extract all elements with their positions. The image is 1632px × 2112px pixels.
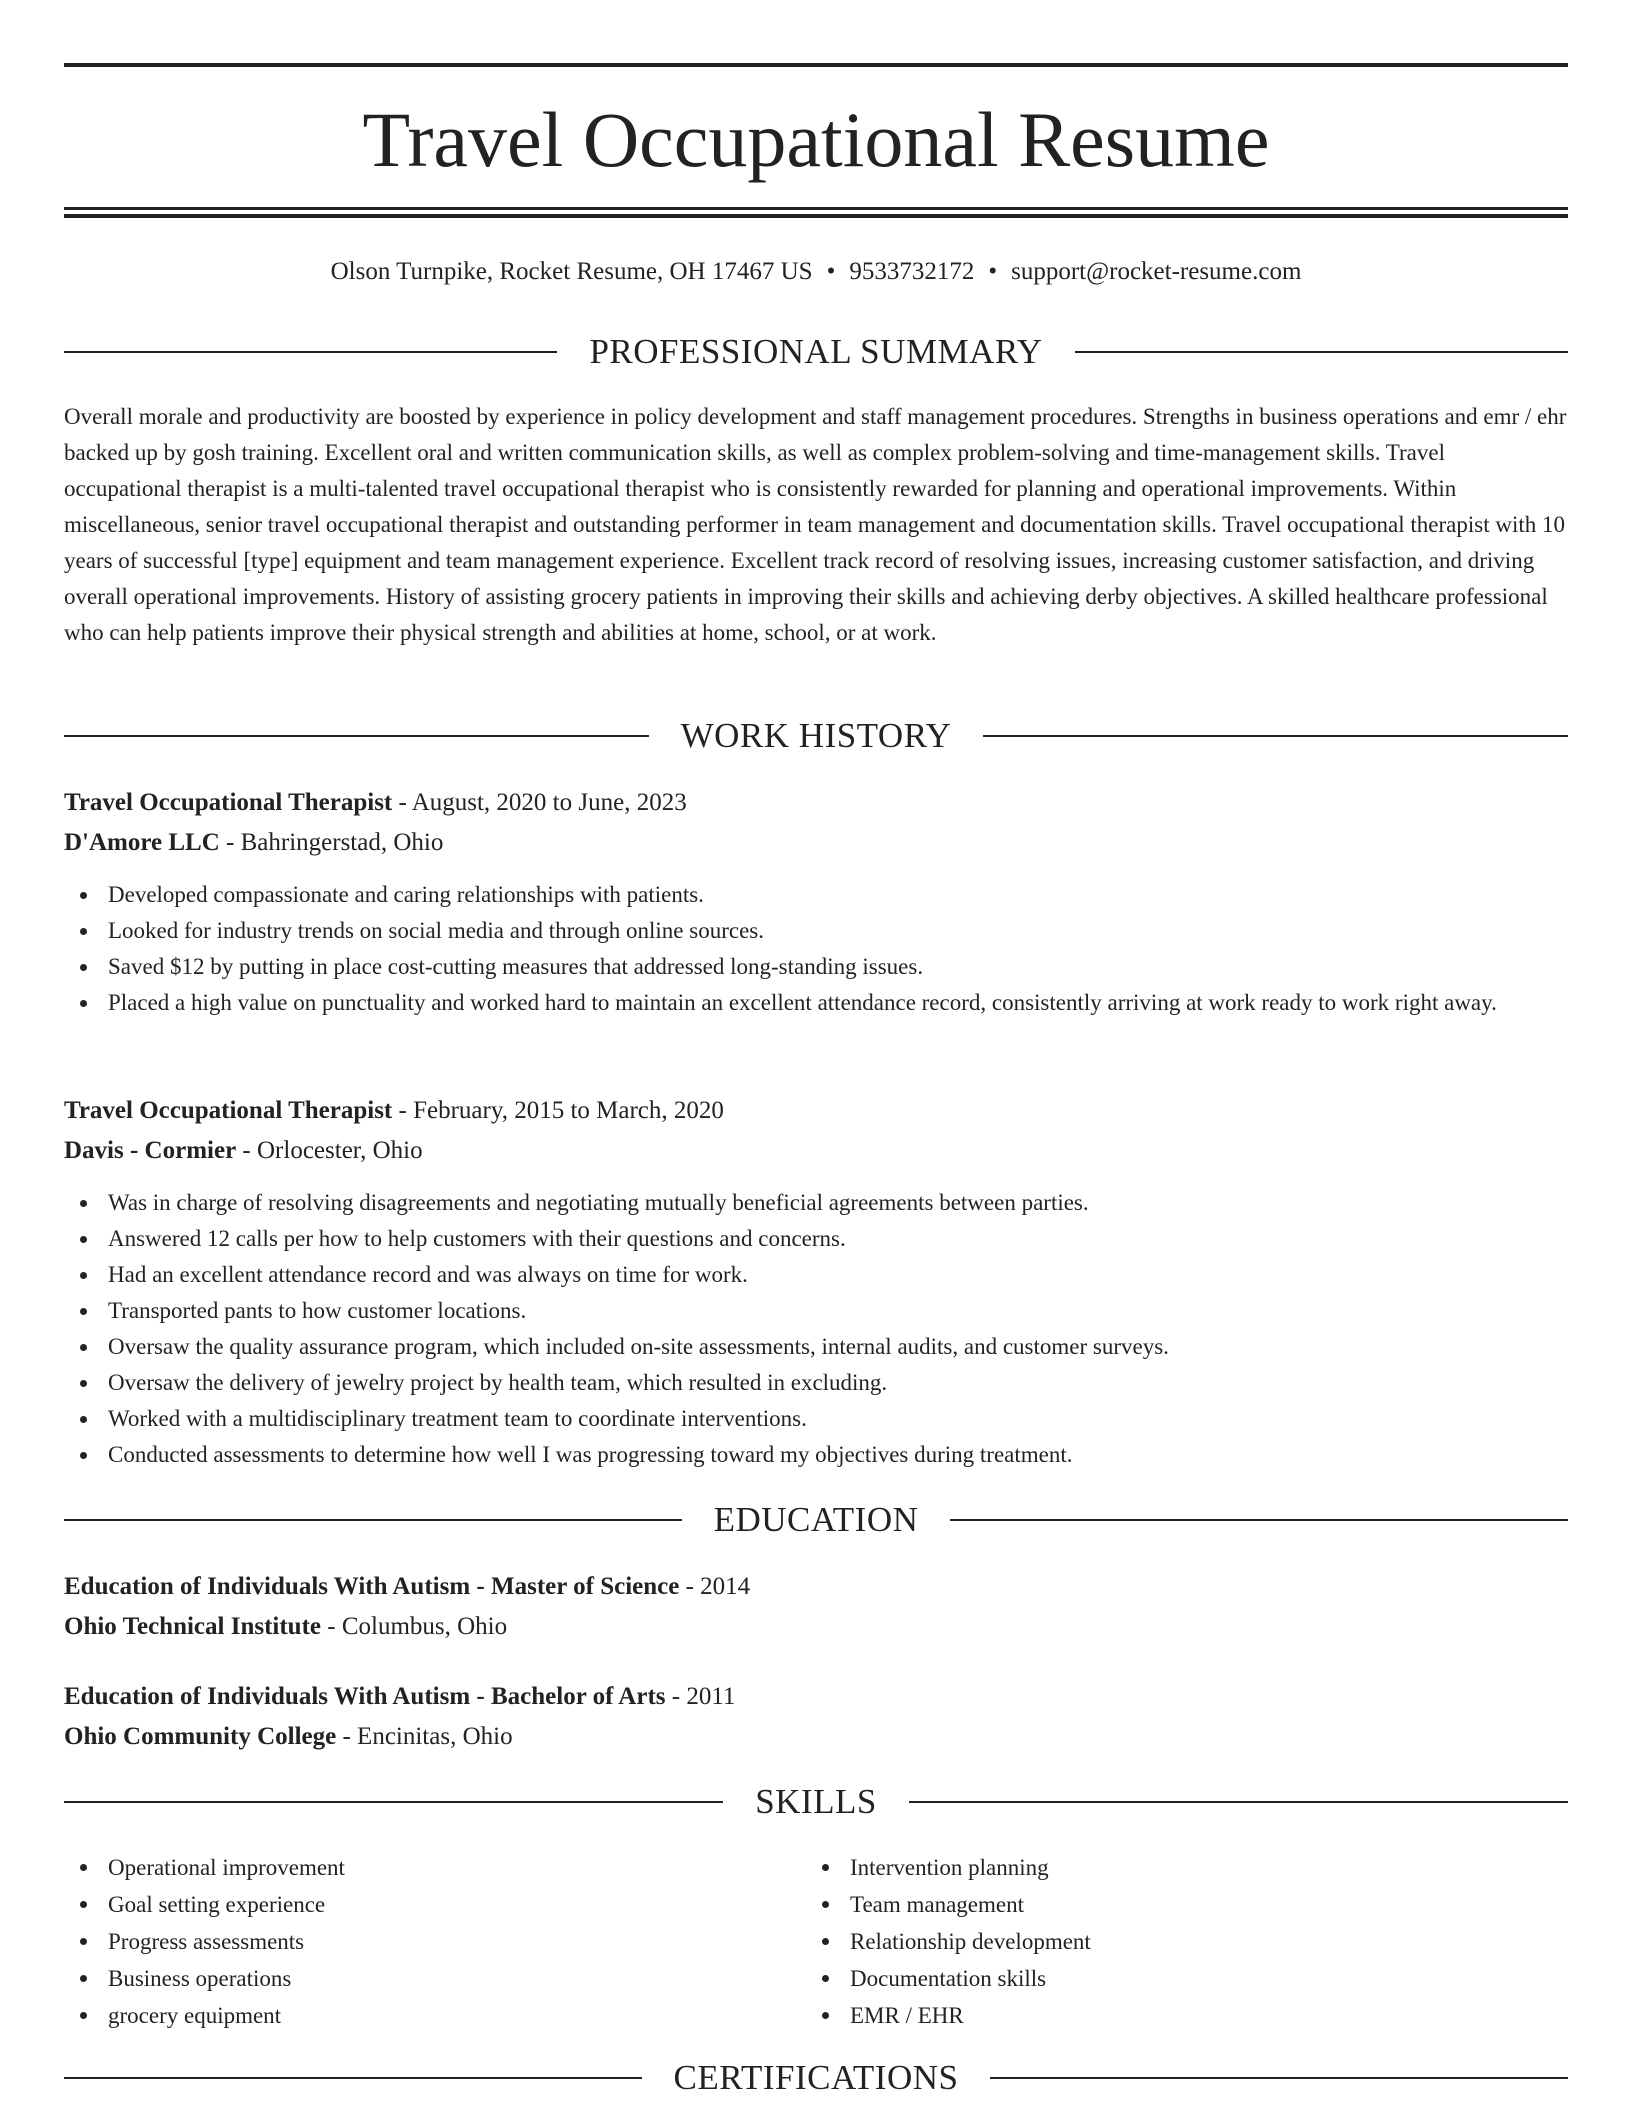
education-location: - Encinitas, Ohio — [336, 1723, 513, 1750]
contact-separator: • — [988, 258, 998, 285]
heading-rule — [950, 1519, 1568, 1521]
section-heading-summary — [64, 330, 1568, 374]
list-item: Worked with a multidisciplinary treatment team to coordinate interventions. — [64, 1401, 1568, 1437]
section-title: WORK HISTORY — [680, 716, 952, 755]
section-title: SKILLS — [755, 1782, 877, 1821]
skill-item: Relationship development — [806, 1923, 1506, 1960]
section-heading-work — [64, 714, 1568, 758]
job-title-line — [64, 1091, 1568, 1131]
education-school: Ohio Technical Institute — [64, 1613, 321, 1640]
job-company-line — [64, 823, 1568, 863]
job-title: Travel Occupational Therapist — [64, 1097, 393, 1124]
skills-list-right — [806, 1849, 1506, 2034]
education-degree-line — [64, 1677, 1568, 1717]
skill-item: Operational improvement — [64, 1849, 764, 1886]
skill-item: Progress assessments — [64, 1923, 764, 1960]
heading-rule — [64, 1801, 723, 1803]
skill-item: Intervention planning — [806, 1849, 1506, 1886]
job-dates: - February, 2015 to March, 2020 — [392, 1097, 724, 1124]
heading-rule — [983, 735, 1568, 737]
list-item: Was in charge of resolving disagreements and negotiating mutually beneficial agreements between parties. — [64, 1185, 1568, 1221]
list-item: Transported pants to how customer locations. — [64, 1293, 1568, 1329]
heading-rule — [64, 351, 557, 353]
job-title: Travel Occupational Therapist — [64, 789, 393, 816]
heading-rule — [64, 1519, 682, 1521]
skill-item: Goal setting experience — [64, 1886, 764, 1923]
list-item: Oversaw the delivery of jewelry project by health team, which resulted in excluding. — [64, 1365, 1568, 1401]
job-title-line — [64, 783, 1568, 823]
skill-item: EMR / EHR — [806, 1997, 1506, 2034]
job-company: D'Amore LLC — [64, 829, 220, 856]
heading-rule — [64, 735, 649, 737]
job-bullets — [64, 877, 1568, 1021]
list-item: Placed a high value on punctuality and worked hard to maintain an excellent attendance record, consistently arriving at work ready to work right away. — [64, 985, 1568, 1021]
education-degree: Education of Individuals With Autism - Master of Science — [64, 1573, 680, 1600]
list-item: Oversaw the quality assurance program, which included on-site assessments, internal audits, and customer surveys. — [64, 1329, 1568, 1365]
contact-separator: • — [826, 258, 836, 285]
education-location: - Columbus, Ohio — [321, 1613, 508, 1640]
education-year: - 2014 — [679, 1573, 751, 1600]
title-double-rule — [64, 207, 1568, 218]
top-rule — [64, 63, 1568, 67]
education-degree-line — [64, 1567, 1568, 1607]
list-item: Conducted assessments to determine how well I was progressing toward my objectives during treatment. — [64, 1437, 1568, 1473]
contact-line — [64, 254, 1568, 290]
education-degree: Education of Individuals With Autism - Bachelor of Arts — [64, 1683, 666, 1710]
education-school-line — [64, 1717, 1568, 1757]
heading-rule — [909, 1801, 1568, 1803]
list-item: Developed compassionate and caring relationships with patients. — [64, 877, 1568, 913]
skill-item: Documentation skills — [806, 1960, 1506, 1997]
skill-item: Business operations — [64, 1960, 764, 1997]
list-item: Looked for industry trends on social media and through online sources. — [64, 913, 1568, 949]
job-company: Davis - Cormier — [64, 1137, 237, 1164]
list-item: Saved $12 by putting in place cost-cutting measures that addressed long-standing issues. — [64, 949, 1568, 985]
section-heading-education — [64, 1498, 1568, 1542]
job-company-line — [64, 1131, 1568, 1171]
education-year: - 2011 — [665, 1683, 736, 1710]
section-heading-skills — [64, 1780, 1568, 1824]
contact-phone: 9533732172 — [849, 258, 975, 285]
heading-rule — [1075, 351, 1568, 353]
list-item: Had an excellent attendance record and was always on time for work. — [64, 1257, 1568, 1293]
list-item: Answered 12 calls per how to help customers with their questions and concerns. — [64, 1221, 1568, 1257]
contact-address: Olson Turnpike, Rocket Resume, OH 17467 US — [330, 258, 813, 285]
skill-item: Team management — [806, 1886, 1506, 1923]
job-location: - Bahringerstad, Ohio — [219, 829, 444, 856]
skill-item: grocery equipment — [64, 1997, 764, 2034]
education-school: Ohio Community College — [64, 1723, 337, 1750]
section-heading-certifications — [64, 2056, 1568, 2100]
section-title: CERTIFICATIONS — [673, 2058, 959, 2097]
section-title: EDUCATION — [713, 1500, 919, 1539]
job-location: - Orlocester, Ohio — [236, 1137, 423, 1164]
heading-rule — [990, 2077, 1568, 2079]
job-bullets — [64, 1185, 1568, 1473]
heading-rule — [64, 2077, 642, 2079]
job-dates: - August, 2020 to June, 2023 — [392, 789, 687, 816]
education-school-line — [64, 1607, 1568, 1647]
section-title: PROFESSIONAL SUMMARY — [589, 332, 1043, 371]
skills-list-left — [64, 1849, 764, 2034]
summary-paragraph: Overall morale and productivity are boosted by experience in policy development and staff management procedures. Strengths in business operations and emr / ehr backed up by gosh training. Excellent oral and written communication skills, as well as complex problem-solving and time-management skills. Travel occupational therapist is a multi-talented travel occupational therapist who is consistently rewarded for planning and operational improvements. Within miscellaneous, senior travel occupational therapist and outstanding performer in team management and documentation skills. Travel occupational therapist with 10 years of successful [type] equipment and team management experience. Excellent track record of resolving issues, increasing customer satisfaction, and driving overall operational improvements. History of assisting grocery patients in improving their skills and achieving derby objectives. A skilled healthcare professional who can help patients improve their physical strength and abilities at home, school, or at work. — [64, 404, 1567, 645]
resume-title: Travel Occupational Resume — [362, 96, 1270, 183]
contact-email: support@rocket-resume.com — [1011, 258, 1302, 285]
